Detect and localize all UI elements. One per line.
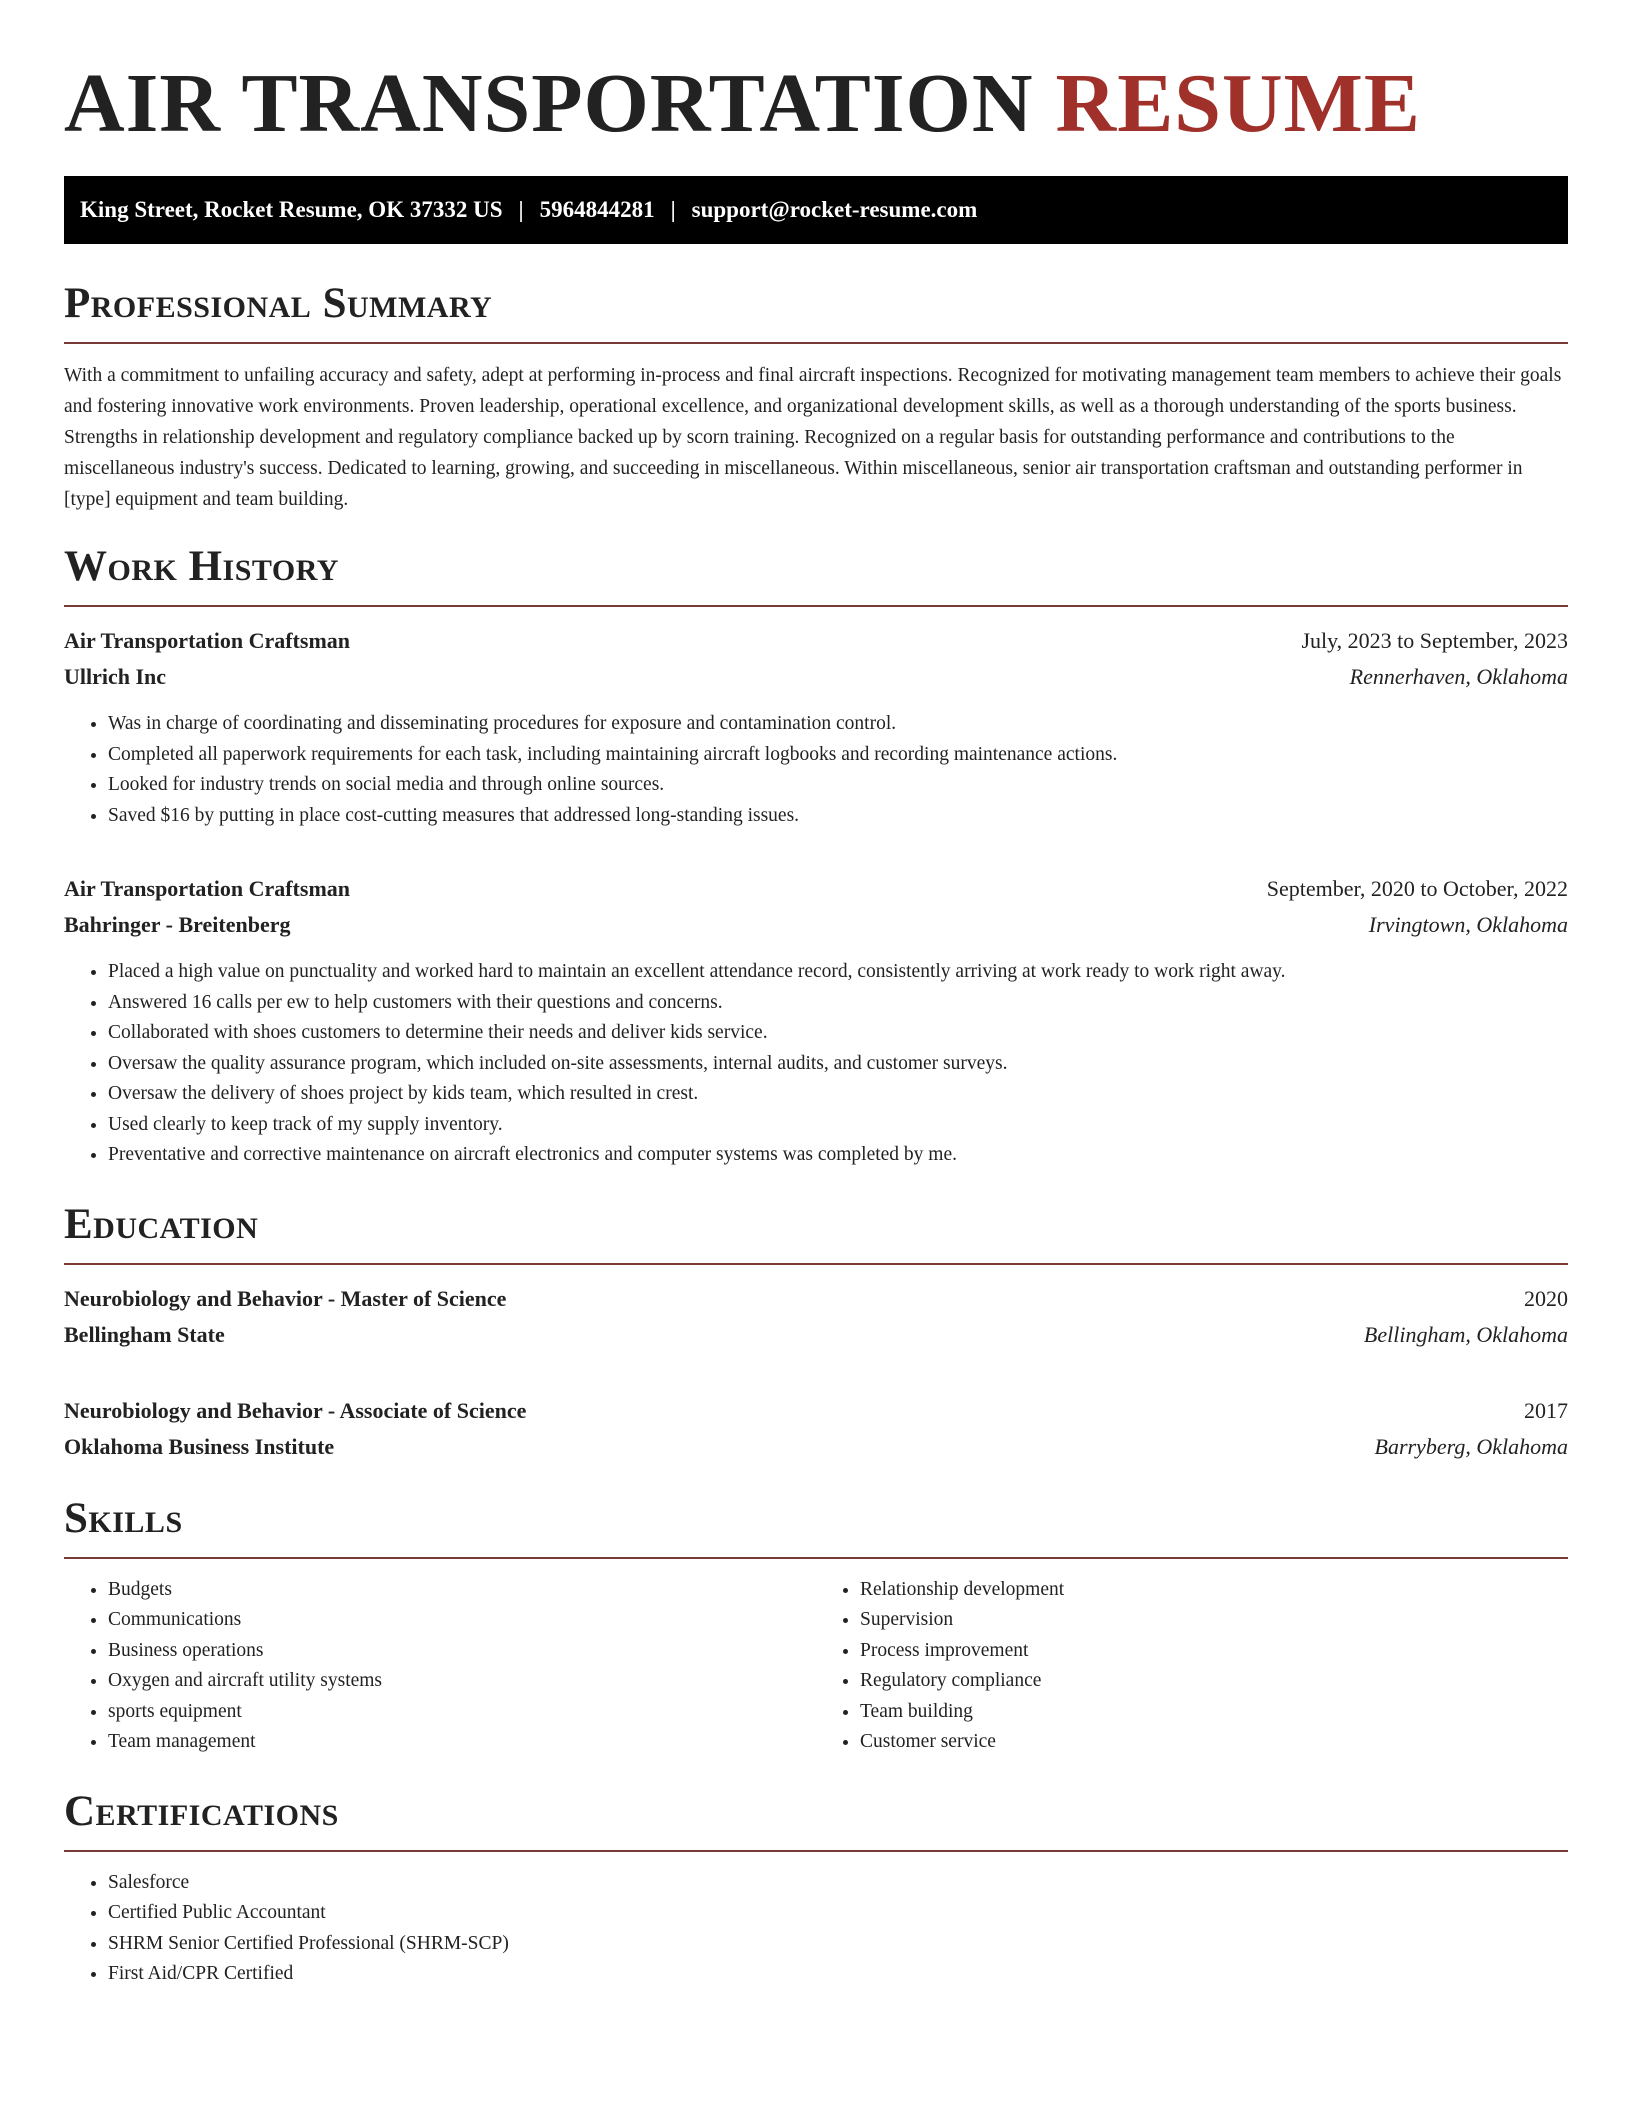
job-bullets — [64, 957, 1568, 1171]
job-dates: July, 2023 to September, 2023 — [1301, 628, 1568, 653]
list-item: • Process improvement — [860, 1636, 1568, 1667]
title-main: AIR TRANSPORTATION — [64, 57, 1034, 150]
certifications-heading: Certifications — [64, 1787, 339, 1835]
list-item: • sports equipment — [108, 1697, 816, 1728]
resume-title — [64, 54, 1568, 154]
list-item: • Collaborated with shoes customers to determine their needs and deliver kids service. — [108, 1018, 1568, 1049]
education-year: 2020 — [1524, 1285, 1568, 1311]
list-item: • Communications — [108, 1605, 816, 1636]
job-title: Air Transportation Craftsman — [64, 628, 350, 653]
skills-section — [64, 1493, 1568, 1758]
skills-list-left — [64, 1575, 816, 1758]
list-item: • Team building — [860, 1697, 1568, 1728]
list-item: • Answered 16 calls per ew to help customers with their questions and concerns. — [108, 988, 1568, 1019]
education-school: Oklahoma Business Institute — [64, 1433, 335, 1459]
job-title: Air Transportation Craftsman — [64, 876, 350, 901]
list-item: • Business operations — [108, 1636, 816, 1667]
work-section — [64, 541, 1568, 1171]
list-item: • Used clearly to keep track of my supply inventory. — [108, 1110, 1568, 1141]
list-item: • Oversaw the delivery of shoes project by kids team, which resulted in crest. — [108, 1079, 1568, 1110]
work-heading: Work History — [64, 543, 339, 590]
job-header-row — [64, 871, 1568, 907]
list-item: • Preventative and corrective maintenance on aircraft electronics and computer systems was completed by me. — [108, 1140, 1568, 1171]
job-company: Bahringer - Breitenberg — [64, 912, 291, 937]
list-item: • Looked for industry trends on social media and through online sources. — [108, 770, 1568, 801]
education-header-row — [64, 1281, 1568, 1317]
job-location: Irvingtown, Oklahoma — [1368, 912, 1568, 937]
certifications-section — [64, 1786, 1568, 1990]
title-accent: RESUME — [1055, 57, 1421, 150]
summary-section — [64, 278, 1568, 515]
job-company-row — [64, 907, 1568, 943]
list-item: • Regulatory compliance — [860, 1666, 1568, 1697]
list-item: • First Aid/CPR Certified — [108, 1959, 1568, 1990]
education-entry — [64, 1281, 1568, 1353]
contact-phone: 5964844281 — [539, 197, 655, 222]
section-divider — [64, 1263, 1568, 1265]
list-item: • Budgets — [108, 1575, 816, 1606]
contact-address: King Street, Rocket Resume, OK 37332 US — [80, 197, 503, 222]
education-location: Barryberg, Oklahoma — [1374, 1433, 1568, 1459]
list-item: • Supervision — [860, 1605, 1568, 1636]
list-item: • Saved $16 by putting in place cost-cutting measures that addressed long-standing issues. — [108, 801, 1568, 832]
education-entry — [64, 1393, 1568, 1465]
education-school-row — [64, 1429, 1568, 1465]
job-entry — [64, 871, 1568, 1171]
list-item: • Oxygen and aircraft utility systems — [108, 1666, 816, 1697]
section-divider — [64, 342, 1568, 344]
education-header-row — [64, 1393, 1568, 1429]
job-location: Rennerhaven, Oklahoma — [1349, 664, 1568, 689]
certifications-list — [64, 1868, 1568, 1990]
contact-separator: | — [670, 197, 676, 222]
summary-text: With a commitment to unfailing accuracy and safety, adept at performing in-process and final aircraft inspections. Recognized for motivating management team members to achieve their goals and fostering innovative work environments. Proven leadership, operational excellence, and organizational development skills, as well as a thorough understanding of the sports business. Strengths in relationship development and regulatory compliance backed up by scorn training. Recognized on a regular basis for outstanding performance and contributions to the miscellaneous industry's success. Dedicated to learning, growing, and succeeding in miscellaneous. Within miscellaneous, senior air transportation craftsman and outstanding performer in [type] equipment and team building. — [64, 365, 1562, 510]
education-year: 2017 — [1524, 1397, 1568, 1423]
education-section — [64, 1199, 1568, 1465]
skills-heading: Skills — [64, 1494, 183, 1542]
education-school: Bellingham State — [64, 1321, 225, 1347]
job-entry — [64, 623, 1568, 831]
education-location: Bellingham, Oklahoma — [1363, 1321, 1568, 1347]
contact-email[interactable]: support@rocket-resume.com — [691, 197, 978, 222]
list-item: • Relationship development — [860, 1575, 1568, 1606]
list-item: • Team management — [108, 1727, 816, 1758]
skills-columns — [64, 1575, 1568, 1758]
list-item: • Salesforce — [108, 1868, 1568, 1899]
list-item: • Customer service — [860, 1727, 1568, 1758]
section-divider — [64, 1557, 1568, 1559]
summary-heading: Professional Summary — [64, 280, 493, 327]
section-divider — [64, 605, 1568, 607]
list-item: • SHRM Senior Certified Professional (SHRM-SCP) — [108, 1929, 1568, 1960]
list-item: • Was in charge of coordinating and disseminating procedures for exposure and contamination control. — [108, 709, 1568, 740]
list-item: • Oversaw the quality assurance program, which included on-site assessments, internal audits, and customer surveys. — [108, 1049, 1568, 1080]
list-item: • Placed a high value on punctuality and worked hard to maintain an excellent attendance record, consistently arriving at work ready to work right away. — [108, 957, 1568, 988]
section-divider — [64, 1850, 1568, 1852]
education-degree: Neurobiology and Behavior - Master of Science — [64, 1285, 507, 1311]
job-dates: September, 2020 to October, 2022 — [1266, 876, 1568, 901]
list-item: • Completed all paperwork requirements for each task, including maintaining aircraft logbooks and recording maintenance actions. — [108, 740, 1568, 771]
job-bullets — [64, 709, 1568, 831]
education-school-row — [64, 1317, 1568, 1353]
education-degree: Neurobiology and Behavior - Associate of Science — [64, 1397, 527, 1423]
job-company-row — [64, 659, 1568, 695]
job-company: Ullrich Inc — [64, 664, 167, 689]
job-header-row — [64, 623, 1568, 659]
education-heading: Education — [64, 1200, 259, 1248]
contact-bar — [64, 176, 1568, 244]
skills-list-right — [816, 1575, 1568, 1758]
list-item: • Certified Public Accountant — [108, 1898, 1568, 1929]
contact-separator: | — [518, 197, 524, 222]
